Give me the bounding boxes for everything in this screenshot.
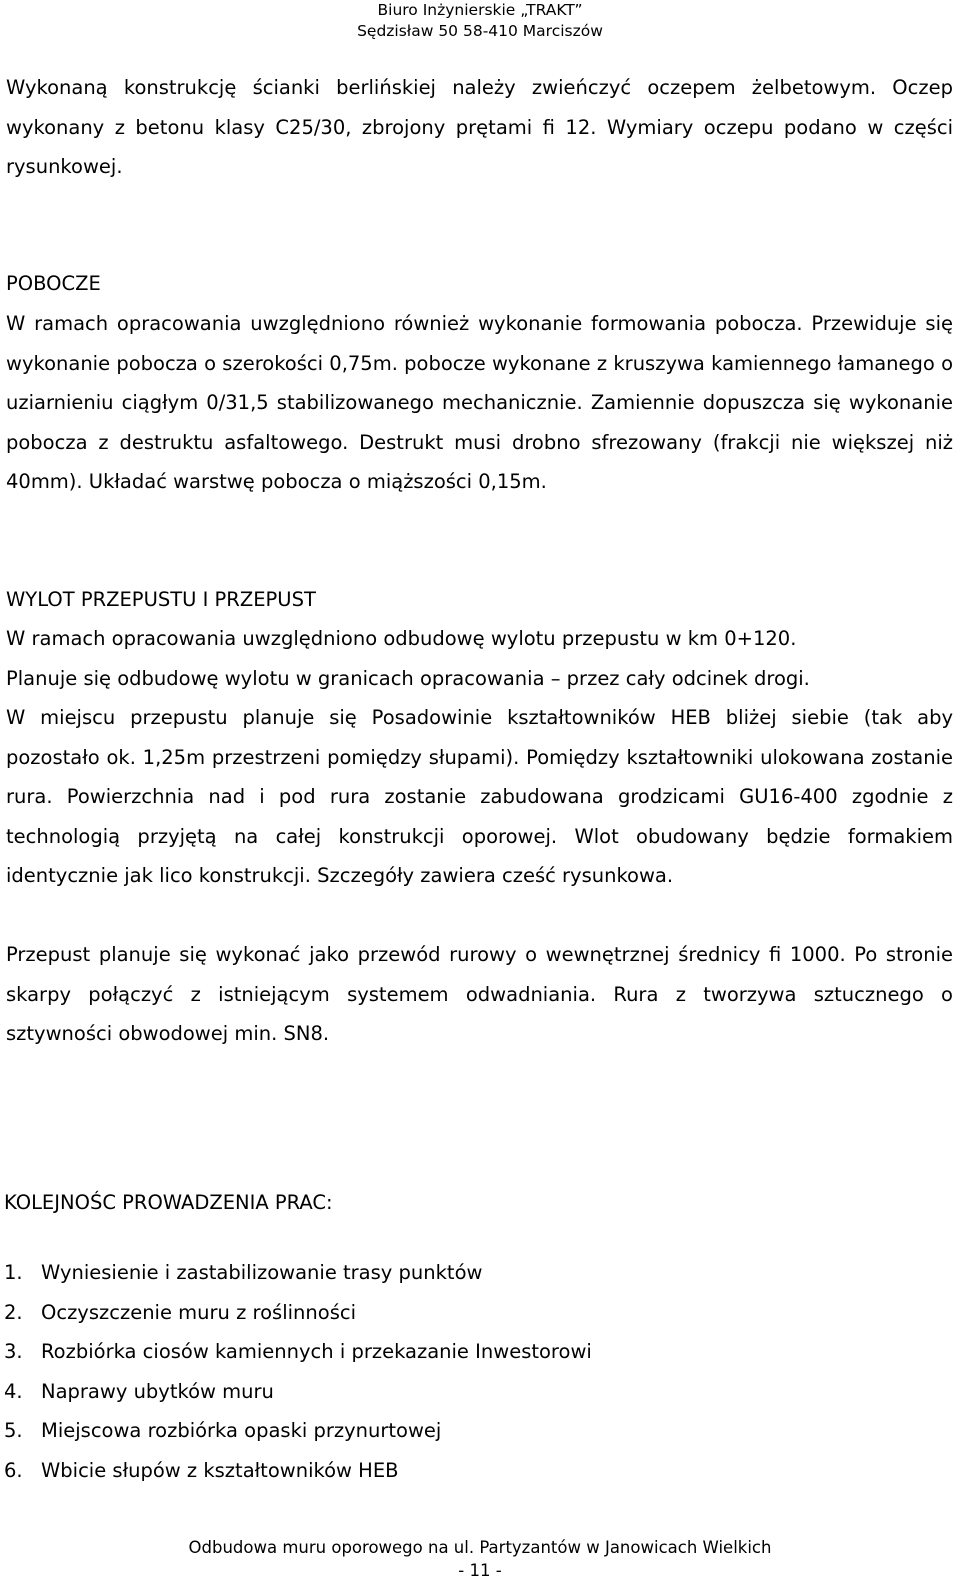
header-address: Sędzisław 50 58-410 Marciszów — [357, 22, 603, 40]
page-header — [0, 0, 960, 42]
page-number: - 11 - — [458, 1561, 502, 1580]
footer-title: Odbudowa muru oporowego na ul. Partyzantów w Janowicach Wielkich — [188, 1538, 772, 1557]
list-item: 2. Oczyszczenie muru z roślinności — [4, 1300, 356, 1324]
list-item: 1. Wyniesienie i zastabilizowanie trasy punktów — [4, 1261, 483, 1284]
wylot-paragraph-3: W miejscu przepustu planuje się Posadowinie kształtowników HEB bliżej siebie (tak aby pozostało ok. 1,25m przestrzeni pomiędzy słupami). Pomiędzy kształtowniki ulokowana zostanie rura. Powierzchnia nad i pod rura zostanie zabudowana grodzicami GU16-400 zgodnie z technologią przyjętą na całej konstrukcji oporowej. Wlot obudowany będzie formakiem identycznie jak lico konstrukcji. Szczegóły zawiera cześć rysunkowa. — [6, 706, 953, 887]
intro-paragraph: Wykonaną konstrukcję ścianki berlińskiej należy zwieńczyć oczepem żelbetowym. Oczep wykonany z betonu klasy C25/30, zbrojony prętami fi 12. Wymiary oczepu podano w części rysunkowej. — [6, 76, 953, 178]
header-company: Biuro Inżynierskie „TRAKT” — [377, 1, 583, 19]
pobocze-paragraph: W ramach opracowania uwzględniono również wykonanie formowania pobocza. Przewiduje się wykonanie pobocza o szerokości 0,75m. pobocze wykonane z kruszywa kamiennego łamanego o uziarnieniu ciągłym 0/31,5 stabilizowanego mechanicznie. Zamiennie dopuszcza się wykonanie pobocza z destruktu asfaltowego. Destrukt musi drobno sfrezowany (frakcji nie większej niż 40mm). Układać warstwę pobocza o miąższości 0,15m. — [6, 312, 953, 493]
work-order-list — [0, 1253, 592, 1491]
list-item: 4. Naprawy ubytków muru — [4, 1379, 274, 1403]
section-heading-wylot: WYLOT PRZEPUSTU I PRZEPUST — [6, 588, 316, 611]
section-heading-kolejnosc: KOLEJNOŚC PROWADZENIA PRAC: — [4, 1191, 333, 1214]
wylot-paragraph-2: Planuje się odbudowę wylotu w granicach opracowania – przez cały odcinek drogi. — [6, 667, 810, 690]
wylot-paragraph-4: Przepust planuje się wykonać jako przewód rurowy o wewnętrznej średnicy fi 1000. Po stronie skarpy połączyć z istniejącym systemem odwadniania. Rura z tworzywa sztucznego o sztywności obwodowej min. SN8. — [6, 943, 953, 1045]
list-item: 6. Wbicie słupów z kształtowników HEB — [4, 1458, 399, 1482]
section-heading-pobocze: POBOCZE — [6, 272, 101, 295]
list-item: 5. Miejscowa rozbiórka opaski przynurtowej — [4, 1419, 442, 1443]
list-item: 3. Rozbiórka ciosów kamiennych i przekazanie Inwestorowi — [4, 1340, 592, 1364]
wylot-paragraph-1: W ramach opracowania uwzględniono odbudowę wylotu przepustu w km 0+120. — [6, 627, 797, 650]
